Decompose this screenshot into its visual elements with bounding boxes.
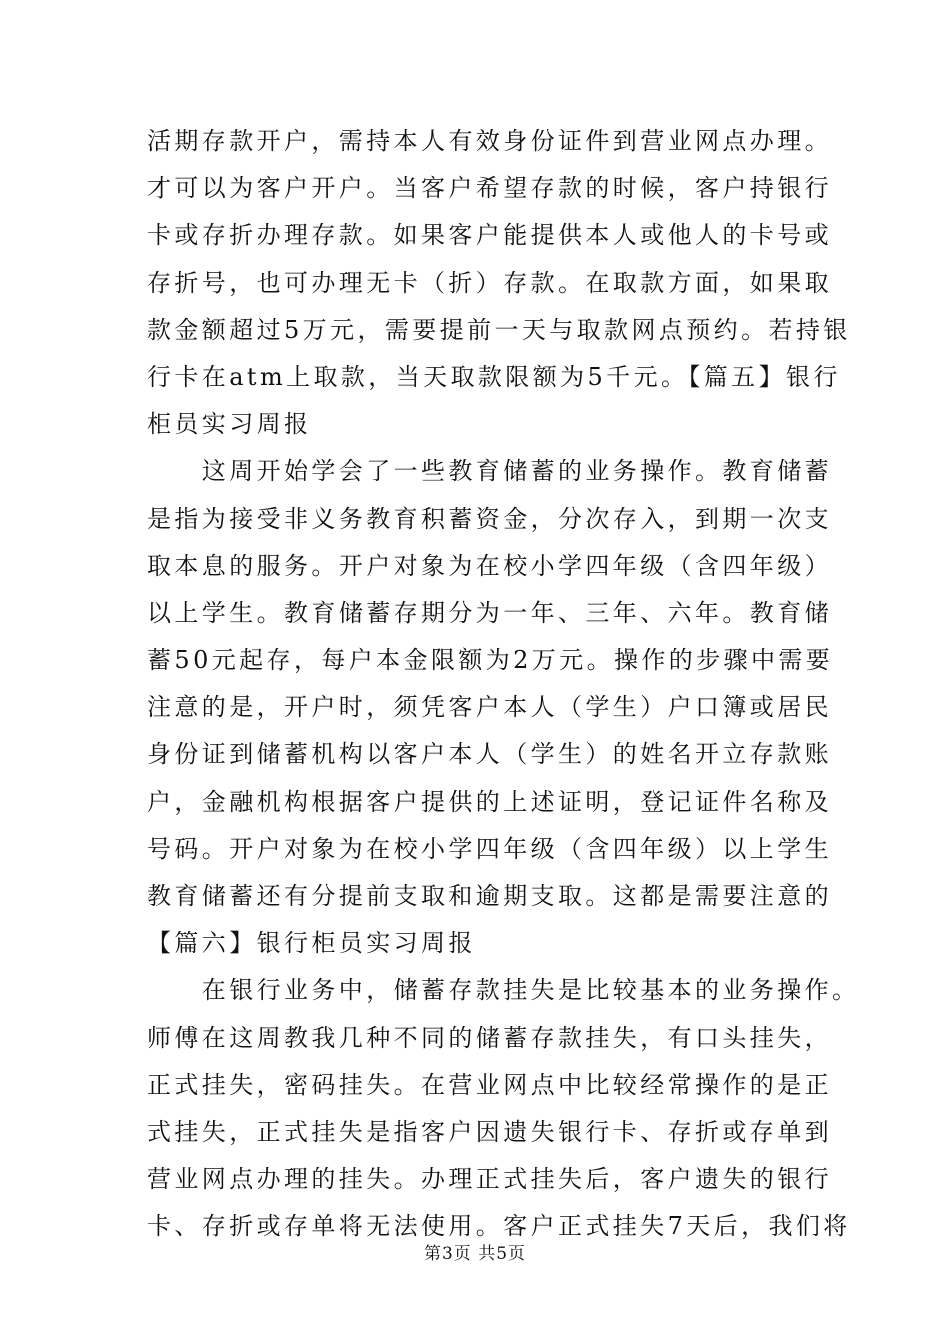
text-line: 营业网点办理的挂失。办理正式挂失后，客户遗失的银行 (147, 1165, 832, 1194)
text-line: 在银行业务中，储蓄存款挂失是比较基本的业务操作。 (147, 976, 860, 1005)
text-line: 式挂失，正式挂失是指客户因遗失银行卡、存折或存单到 (147, 1117, 832, 1146)
text-line: 身份证到储蓄机构以客户本人（学生）的姓名开立存款账 (147, 740, 832, 769)
text-line: 蓄50元起存，每户本金限额为2万元。操作的步骤中需要 (147, 646, 834, 675)
section-heading: 【篇六】银行柜员实习周报 (147, 929, 476, 958)
page-number-label: 第3页 共5页 (423, 1244, 527, 1264)
document-body (147, 118, 860, 1251)
text-line: 行卡在atm上取款，当天取款限额为5千元。【篇五】银行 (147, 362, 841, 391)
text-line: 款金额超过5万元，需要提前一天与取款网点预约。若持银 (147, 315, 851, 344)
text-line: 卡或存折办理存款。如果客户能提供本人或他人的卡号或 (147, 221, 832, 250)
text-line: 号码。开户对象为在校小学四年级（含四年级）以上学生 (147, 834, 832, 863)
text-line: 活期存款开户，需持本人有效身份证件到营业网点办理。 (147, 127, 832, 155)
text-line: 是指为接受非义务教育积蓄资金，分次存入，到期一次支 (147, 504, 832, 533)
text-line: 教育储蓄还有分提前支取和逾期支取。这都是需要注意的 (147, 882, 832, 910)
text-line: 师傅在这周教我几种不同的储蓄存款挂失，有口头挂失， (147, 1023, 832, 1052)
text-line: 以上学生。教育储蓄存期分为一年、三年、六年。教育储 (147, 598, 832, 627)
text-line: 卡、存折或存单将无法使用。客户正式挂失7天后，我们将 (147, 1212, 851, 1241)
text-line: 存折号，也可办理无卡（折）存款。在取款方面，如果取 (147, 268, 832, 297)
text-line: 户，金融机构根据客户提供的上述证明，登记证件名称及 (147, 787, 832, 816)
text-line: 注意的是，开户时，须凭客户本人（学生）户口簿或居民 (147, 693, 832, 722)
text-line: 才可以为客户开户。当客户希望存款的时候，客户持银行 (147, 174, 832, 203)
text-line: 正式挂失，密码挂失。在营业网点中比较经常操作的是正 (147, 1070, 832, 1099)
text-line: 这周开始学会了一些教育储蓄的业务操作。教育储蓄 (147, 457, 832, 486)
text-line: 取本息的服务。开户对象为在校小学四年级（含四年级） (147, 551, 832, 580)
page-footer (0, 1243, 950, 1265)
section-heading: 柜员实习周报 (147, 410, 312, 439)
